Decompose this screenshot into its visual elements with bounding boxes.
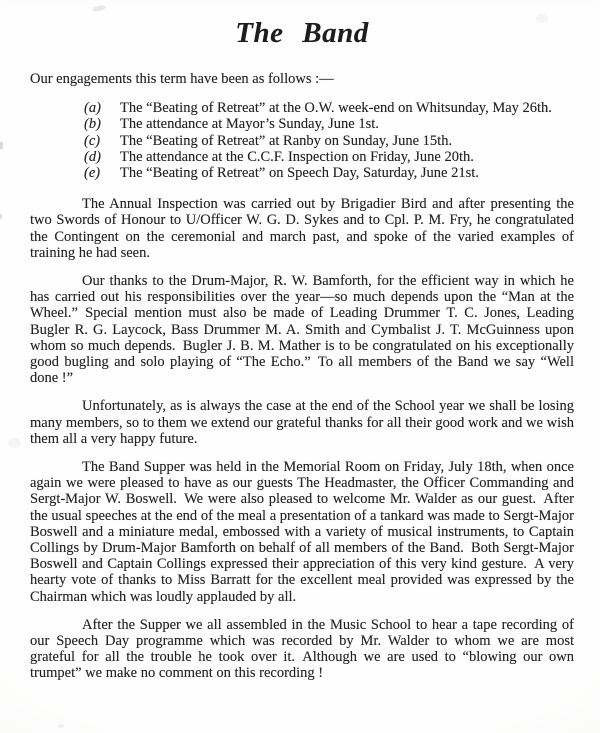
scan-artifact bbox=[0, 142, 3, 149]
engagement-item-c bbox=[84, 133, 574, 149]
scan-artifact bbox=[92, 5, 107, 13]
scan-artifact bbox=[0, 214, 2, 219]
item-marker: (e) bbox=[84, 164, 101, 181]
item-text: The attendance at the C.C.F. Inspection on Friday, June 20th. bbox=[120, 148, 474, 165]
item-marker: (c) bbox=[84, 132, 101, 149]
paragraph-thanks-drum-major: Our thanks to the Drum-Major, R. W. Bamforth, for the efficient way in which he has carried out his responsibilities over the year—so much depends upon the “Man at the Wheel.” Special mention must also be made of Leading Drummer T. C. Jones, Leading Bugler R. G. Laycock, Bass Drummer M. A. Smith and Cymbalist J. T. McGuinness upon whom so much depends. Bugler J. B. M. Mather is to be congratulated on his exceptionally good bugling and solo playing of “The Echo.” To all members of the Band we say “Well done !” bbox=[30, 272, 574, 387]
item-text: The “Beating of Retreat” at Ranby on Sunday, June 15th. bbox=[120, 132, 453, 149]
item-text: The “Beating of Retreat” at the O.W. week-end on Whitsunday, May 26th. bbox=[120, 100, 552, 117]
paragraph-band-supper: The Band Supper was held in the Memorial Room on Friday, July 18th, when once again we were pleased to have as our guests The Headmaster, the Officer Commanding and Sergt-Major W. Boswell. We were also pleased to welcome Mr. Walder as our guest. After the usual speeches at the end of the meal a presentation of a tankard was made to Sergt-Major Boswell and a miniature medal, embossed with a variety of musical instruments, to Captain Collings by Drum-Major Bamforth on behalf of all members of the Band. Both Sergt-Major Boswell and Captain Collings expressed their appreciation of this very kind gesture. A very hearty vote of thanks to Miss Barratt for the excellent meal provided was expressed by the Chairman which was loudly applauded by all. bbox=[30, 458, 574, 605]
scan-artifact bbox=[58, 724, 64, 728]
engagements-list bbox=[84, 100, 574, 181]
item-text: The “Beating of Retreat” on Speech Day, Saturday, June 21st. bbox=[120, 164, 479, 181]
page-title: The Band bbox=[235, 17, 369, 49]
engagement-item-e bbox=[84, 165, 574, 181]
engagement-item-a bbox=[84, 100, 574, 116]
engagement-item-d bbox=[84, 149, 574, 165]
paragraph-leaving-members: Unfortunately, as is always the case at the end of the School year we shall be losing many members, so to them we extend our grateful thanks for all their good work and we wish them all a very happy future. bbox=[30, 398, 574, 447]
item-text: The attendance at Mayor’s Sunday, June 1st. bbox=[120, 116, 379, 133]
intro-line: Our engagements this term have been as follows :— bbox=[30, 70, 334, 87]
item-marker: (d) bbox=[84, 148, 101, 165]
paragraph-annual-inspection: The Annual Inspection was carried out by Brigadier Bird and after presenting the two Swords of Honour to U/Officer W. G. D. Sykes and to Cpl. P. M. Fry, he congratulated the Contingent on the ceremonial and march past, and spoke of the varied examples of training he had seen. bbox=[30, 196, 574, 261]
item-marker: (b) bbox=[84, 116, 101, 133]
engagement-item-b bbox=[84, 116, 574, 132]
scan-artifact bbox=[8, 438, 21, 448]
paragraph-tape-recording: After the Supper we all assembled in the Music School to hear a tape recording of our Speech Day programme which was recorded by Mr. Walder to whom we are most grateful for all the trouble he took over it. Although we are used to “blowing our own trumpet” we make no comment on this recording ! bbox=[30, 616, 574, 682]
item-marker: (a) bbox=[84, 100, 101, 117]
